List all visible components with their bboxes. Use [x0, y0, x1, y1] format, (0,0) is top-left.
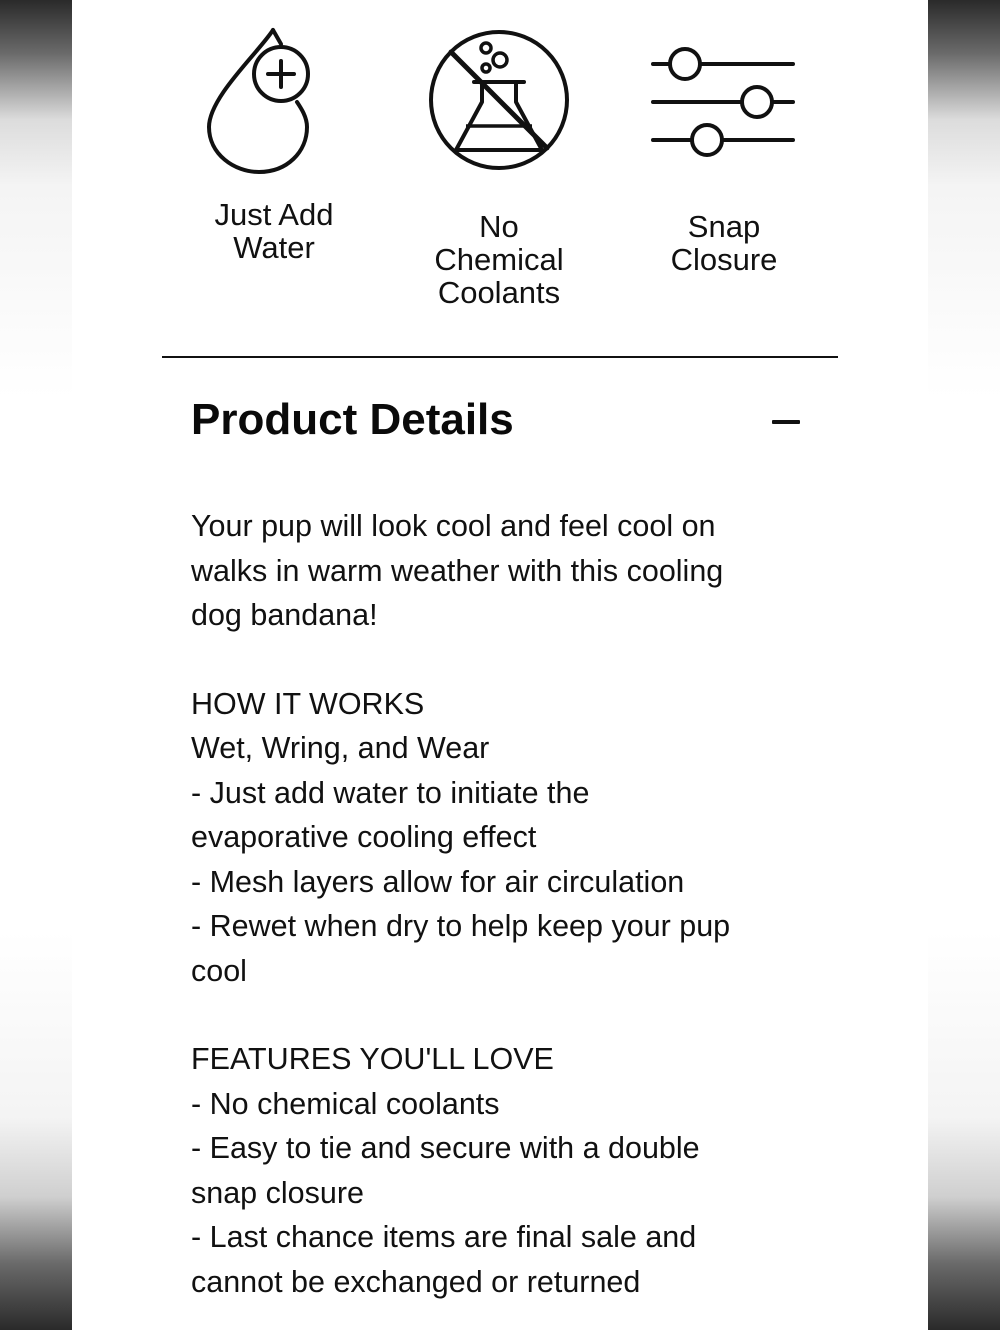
description-text: walks in warm weather with this cooling: [191, 553, 724, 588]
how-it-works-heading: HOW IT WORKS: [191, 686, 425, 721]
list-item: snap closure: [191, 1175, 364, 1210]
list-item: cannot be exchanged or returned: [191, 1264, 641, 1299]
description-text: Your pup will look cool and feel cool on: [191, 509, 716, 543]
product-details-header[interactable]: [191, 392, 811, 452]
list-item: evaporative cooling effect: [191, 820, 537, 854]
collapse-button[interactable]: [769, 404, 803, 438]
list-item: - Mesh layers allow for air circulation: [191, 864, 685, 899]
description-text: dog bandana!: [191, 598, 378, 632]
section-title: Product Details: [191, 395, 514, 444]
list-item: - Just add water to initiate the: [191, 775, 590, 810]
sliders-icon: [639, 22, 809, 180]
feature-snap-closure: [624, 22, 824, 276]
feature-label: Snap Closure: [670, 209, 778, 277]
features-heading: FEATURES YOU'LL LOVE: [191, 1042, 554, 1076]
left-edge-shadow: [0, 0, 72, 1330]
right-edge-shadow: [928, 0, 1000, 1330]
feature-label: No Chemical Coolants: [434, 209, 564, 310]
list-item: - Easy to tie and secure with a double: [191, 1131, 700, 1165]
no-chemical-flask-icon: [414, 22, 584, 180]
section-divider: [162, 356, 838, 358]
how-it-works-subheading: Wet, Wring, and Wear: [191, 731, 490, 765]
feature-just-add-water: [174, 22, 374, 264]
list-item: cool: [191, 953, 247, 988]
product-details-body: [191, 504, 811, 1304]
feature-no-chemical-coolants: [399, 22, 599, 309]
minus-icon: [772, 420, 800, 424]
list-item: - Rewet when dry to help keep your pup: [191, 909, 731, 943]
list-item: - Last chance items are final sale and: [191, 1220, 697, 1254]
list-item: - No chemical coolants: [191, 1086, 500, 1121]
water-drop-plus-icon: [189, 22, 359, 180]
product-page: [72, 0, 928, 1330]
feature-label: Just Add Water: [214, 197, 334, 265]
